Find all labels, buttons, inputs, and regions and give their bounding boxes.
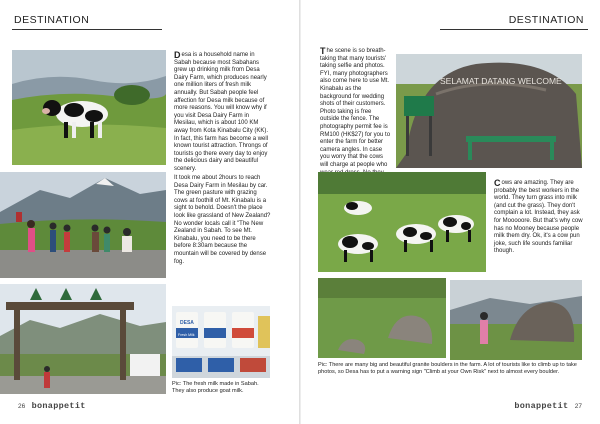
paragraph-desa-intro-text: esa is a household name in Sabah because most Sabahans grew up drinking milk from Desa Dairy Farm, which produces nearly one million liters of fresh milk annually. But Sabah people feel affection for Desa milk because of more reasons. You will know why if you visit Desa Dairy Farm in Mesilau, which is about 100 KM away from Kota Kinabalu City (KK). In fact, this farm has become a well known tourist attraction. Throngs of tourists go there every day to enjoy the delicious dairy and beautiful scenery.	[174, 52, 269, 172]
section-title-right: DESTINATION	[508, 14, 584, 26]
paragraph-scenery	[320, 48, 392, 185]
photo-grazing-cows	[318, 172, 486, 272]
magazine-brand-right: bonappetit	[514, 401, 569, 411]
page-fold	[299, 0, 301, 424]
photo-girl-boulder	[450, 280, 582, 360]
paragraph-cows-text: ows are amazing. They are probably the best workers in the world. They turn grass into milk (and cut the grass). They don't complain a lot. Instead, they ask for Mooooore. But that's why cow has no Mooney because people milk them dry. Ok, it's a cow pun joke, such life sounds familiar though.	[494, 180, 583, 255]
caption-milk: Pic: The fresh milk made in Sabah. They also produce goat milk.	[172, 381, 259, 395]
milk-brand-label: DESA	[180, 320, 194, 326]
footer-right	[514, 400, 586, 411]
header-rule-left	[12, 29, 162, 30]
paragraph-desa-intro	[174, 52, 272, 174]
welcome-sign-text: SELAMAT DATANG WELCOME	[440, 76, 562, 86]
section-title-left: DESTINATION	[14, 14, 90, 26]
paragraph-scenery-text: he scene is so breath-taking that many tourists' taking selfie and photos. FYI, many photographers also come here to use Mt. Kinabalu as the background for wedding shots of their customers. Photo taking is free outside the fence. The photography permit fee is RM100 (HK$27) for you to enter the farm for better camera angles. In case you worry that the cows will charge at people who	[320, 48, 391, 168]
page-number-right: 27	[574, 403, 582, 410]
page-number-left: 26	[18, 403, 26, 410]
dropcap-c: C	[494, 178, 501, 188]
footer-left	[14, 400, 86, 411]
magazine-brand-left: bonappetit	[31, 401, 86, 411]
dropcap-d: D	[174, 50, 181, 60]
dropcap-t: T	[320, 46, 326, 56]
photo-granite-boulder	[318, 278, 446, 358]
photo-farm-gate	[0, 284, 166, 394]
caption-boulders: Pic: There are many big and beautiful granite boulders in the farm. A lot of tourists like to climb up to take photos, so Desa has to put a warning sign "Climb at your Own Risk" next to almost every boulder.	[318, 362, 577, 376]
milk-type-label: Fresh Milk	[178, 333, 195, 337]
photo-welcome-boulder	[396, 54, 582, 168]
header-rule-right	[440, 29, 588, 30]
photo-milk-bottles	[172, 306, 270, 378]
photo-cow-pasture	[12, 50, 166, 165]
paragraph-journey	[174, 175, 272, 266]
paragraph-cows	[494, 180, 584, 256]
paragraph-journey-text: It took me about 2hours to reach Desa Dairy Farm in Mesilau by car. The green pasture with grazing cows at foothill of Mt. Kinabalu is a sight to behold. Doesn't the place look like grassland of New Zealand? No wonder locals call it "The New Zealand in Sabah. To see Mt. Kinabalu, you need to be there before 8:30am because the mountain will be covered by dense fog.	[174, 175, 271, 265]
photo-tourists-mountain	[0, 172, 166, 278]
